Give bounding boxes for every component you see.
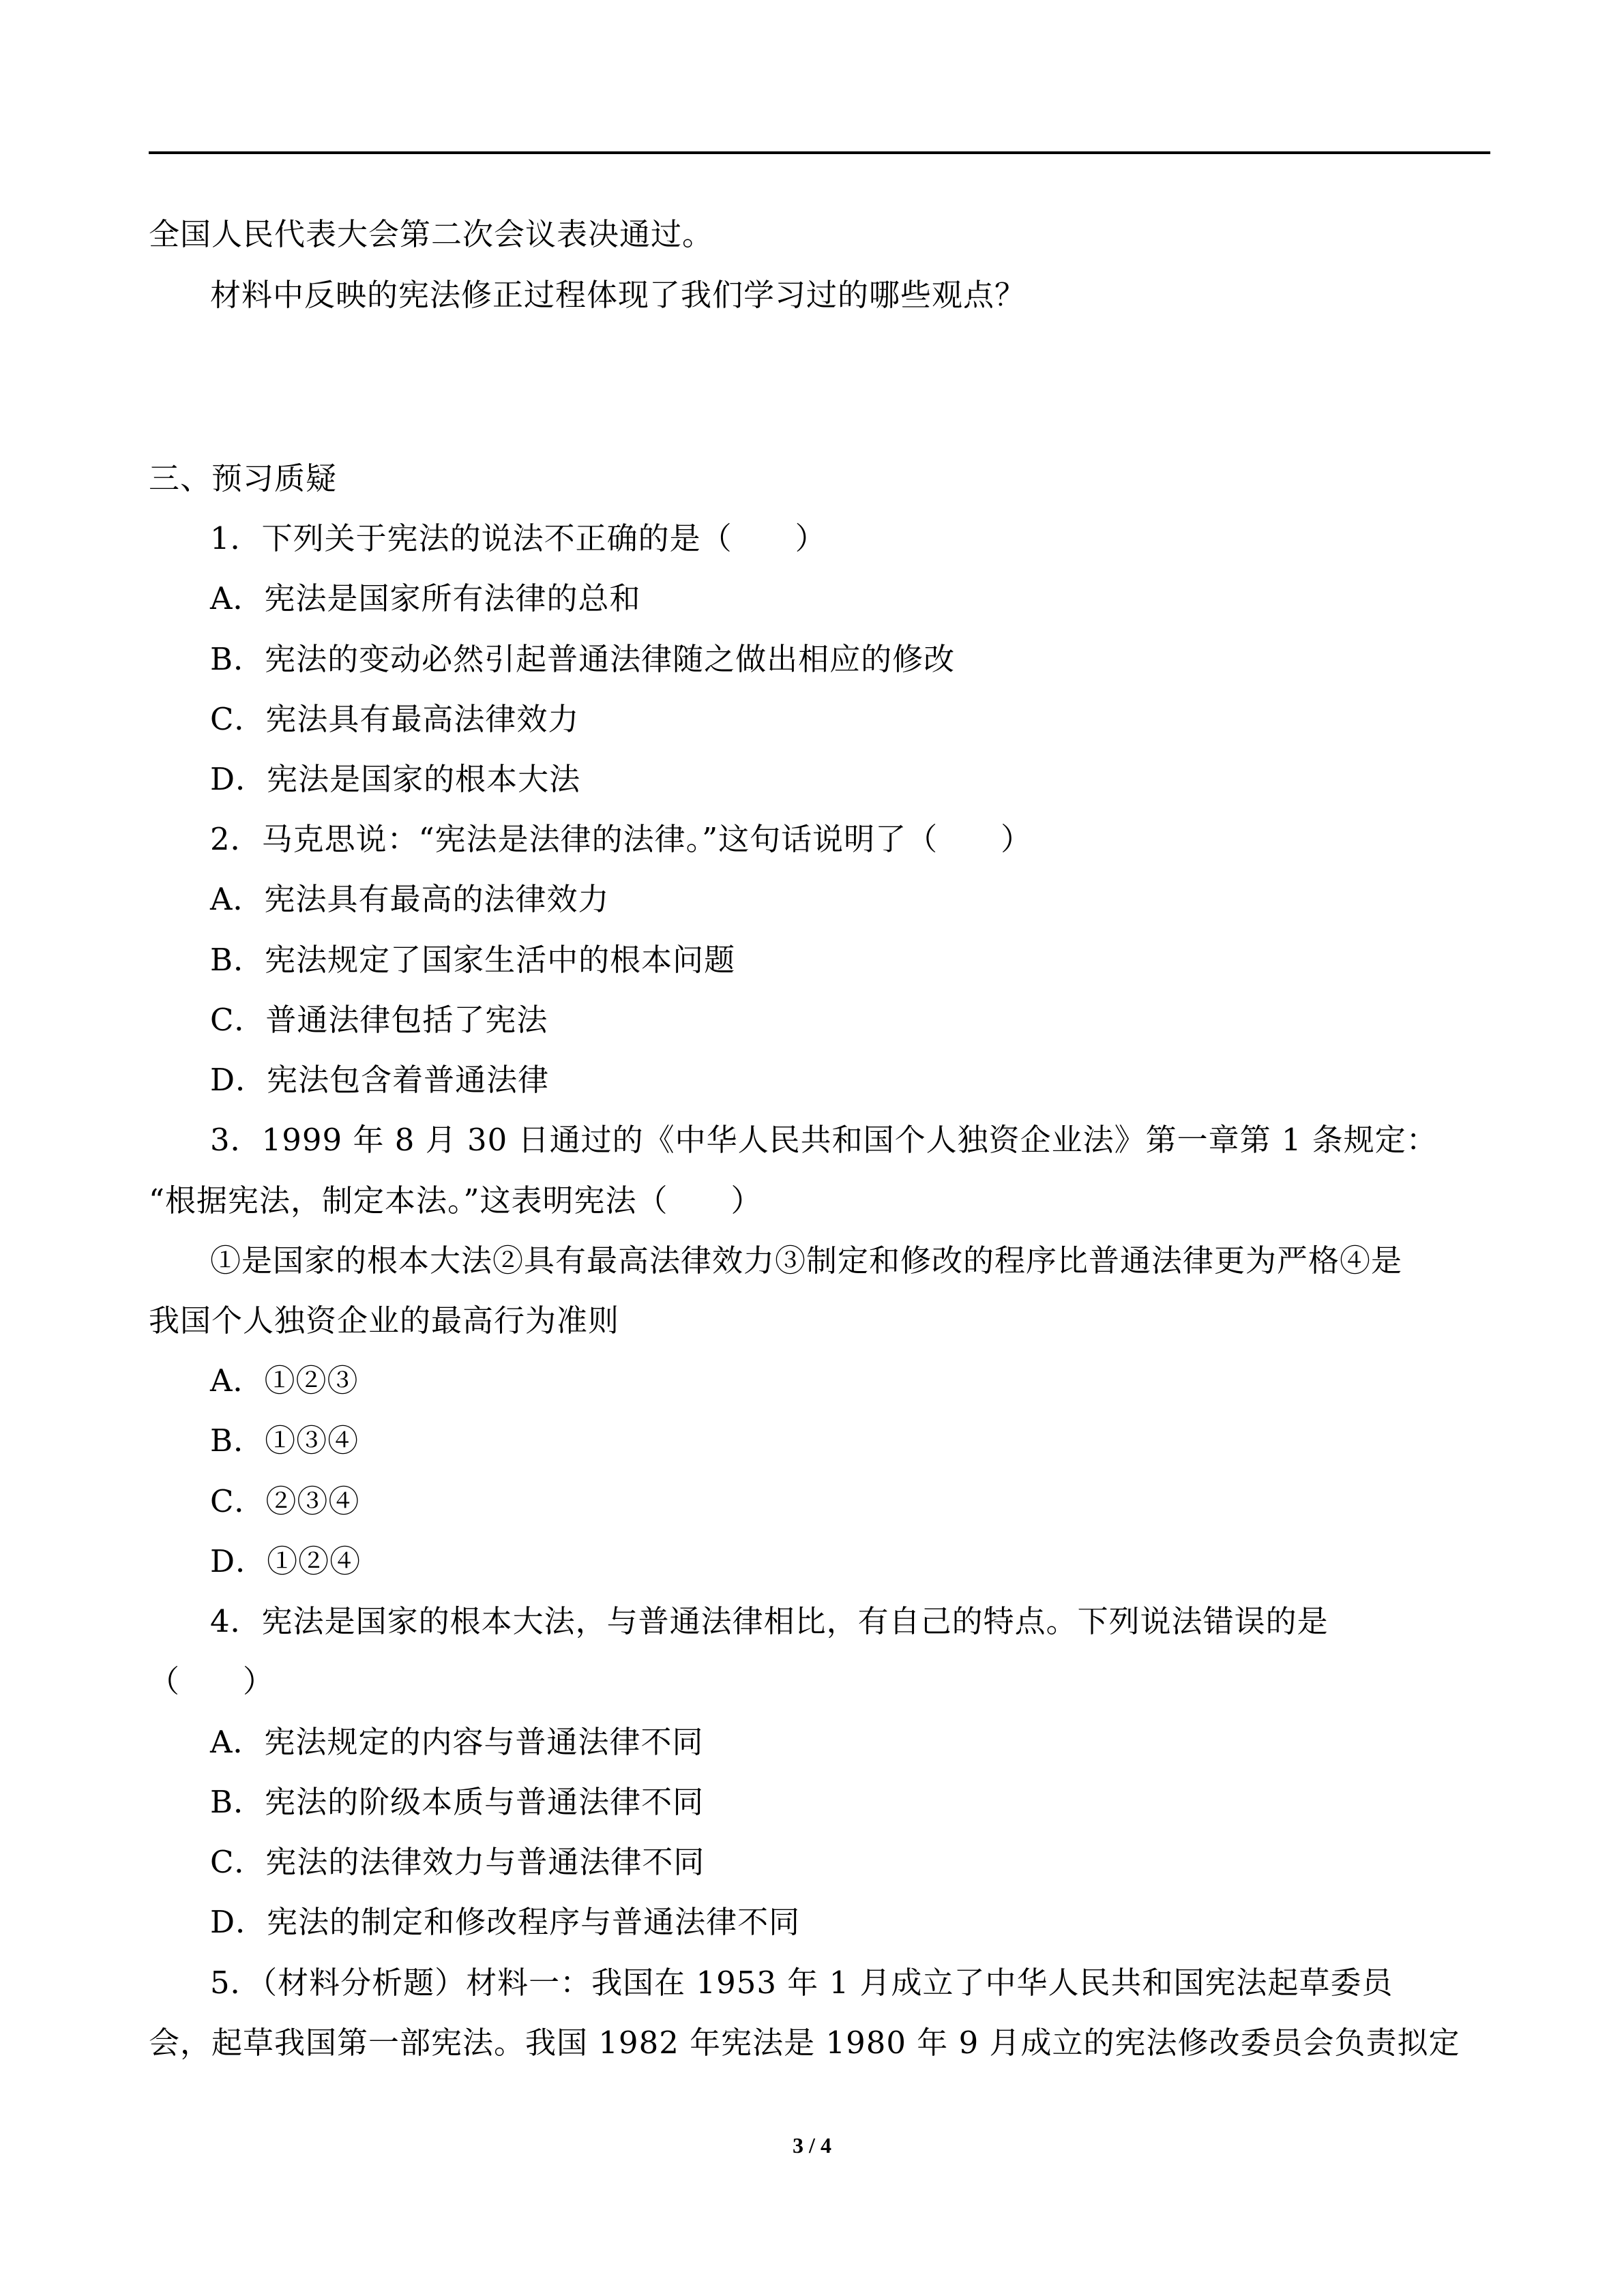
option-4a: A．宪法规定的内容与普通法律不同 — [210, 1724, 704, 1760]
option-3b: B．①③④ — [210, 1422, 359, 1459]
option-3d: D．①②④ — [210, 1543, 361, 1579]
option-1d: D．宪法是国家的根本大法 — [210, 761, 581, 797]
question-5-cont: 会，起草我国第一部宪法。我国 1982 年宪法是 1980 年 9 月成立的宪法修改委员会负责拟定 — [149, 2025, 1460, 2061]
question-4-cont: （ ） — [149, 1663, 275, 1699]
option-3a: A．①②③ — [210, 1362, 359, 1399]
option-1c: C．宪法具有最高法律效力 — [210, 701, 580, 737]
option-4c: C．宪法的法律效力与普通法律不同 — [210, 1844, 705, 1880]
option-4b: B．宪法的阶级本质与普通法律不同 — [210, 1784, 705, 1820]
section-heading: 三、预习质疑 — [149, 460, 338, 496]
question-3-cont: “根据宪法，制定本法。”这表明宪法（ ） — [149, 1182, 763, 1219]
question-3-statements-cont: 我国个人独资企业的最高行为准则 — [149, 1302, 620, 1339]
option-2b: B．宪法规定了国家生活中的根本问题 — [210, 942, 736, 978]
option-1b: B．宪法的变动必然引起普通法律随之做出相应的修改 — [210, 641, 956, 677]
header-rule — [149, 151, 1490, 154]
option-2a: A．宪法具有最高的法律效力 — [210, 881, 610, 917]
page-number: 3 / 4 — [793, 2133, 831, 2158]
option-2d: D．宪法包含着普通法律 — [210, 1062, 550, 1098]
question-2: 2．马克思说：“宪法是法律的法律。”这句话说明了（ ） — [210, 821, 1033, 857]
text-line: 全国人民代表大会第二次会议表决通过。 — [149, 216, 714, 252]
option-2c: C．普通法律包括了宪法 — [210, 1002, 548, 1038]
question-3: 3．1999 年 8 月 30 日通过的《中华人民共和国个人独资企业法》第一章第 1 条规定： — [210, 1122, 1438, 1158]
option-4d: D．宪法的制定和修改程序与普通法律不同 — [210, 1904, 801, 1940]
option-3c: C．②③④ — [210, 1483, 360, 1519]
question-prompt: 材料中反映的宪法修正过程体现了我们学习过的哪些观点？ — [210, 277, 1027, 313]
option-1a: A．宪法是国家所有法律的总和 — [210, 580, 641, 616]
question-4: 4．宪法是国家的根本大法，与普通法律相比，有自己的特点。下列说法错误的是 — [210, 1603, 1329, 1639]
question-3-statements: ①是国家的根本大法②具有最高法律效力③制定和修改的程序比普通法律更为严格④是 — [210, 1242, 1403, 1279]
question-1: 1．下列关于宪法的说法不正确的是（ ） — [210, 520, 827, 556]
question-5: 5．（材料分析题）材料一：我国在 1953 年 1 月成立了中华人民共和国宪法起草委员 — [210, 1965, 1393, 2001]
